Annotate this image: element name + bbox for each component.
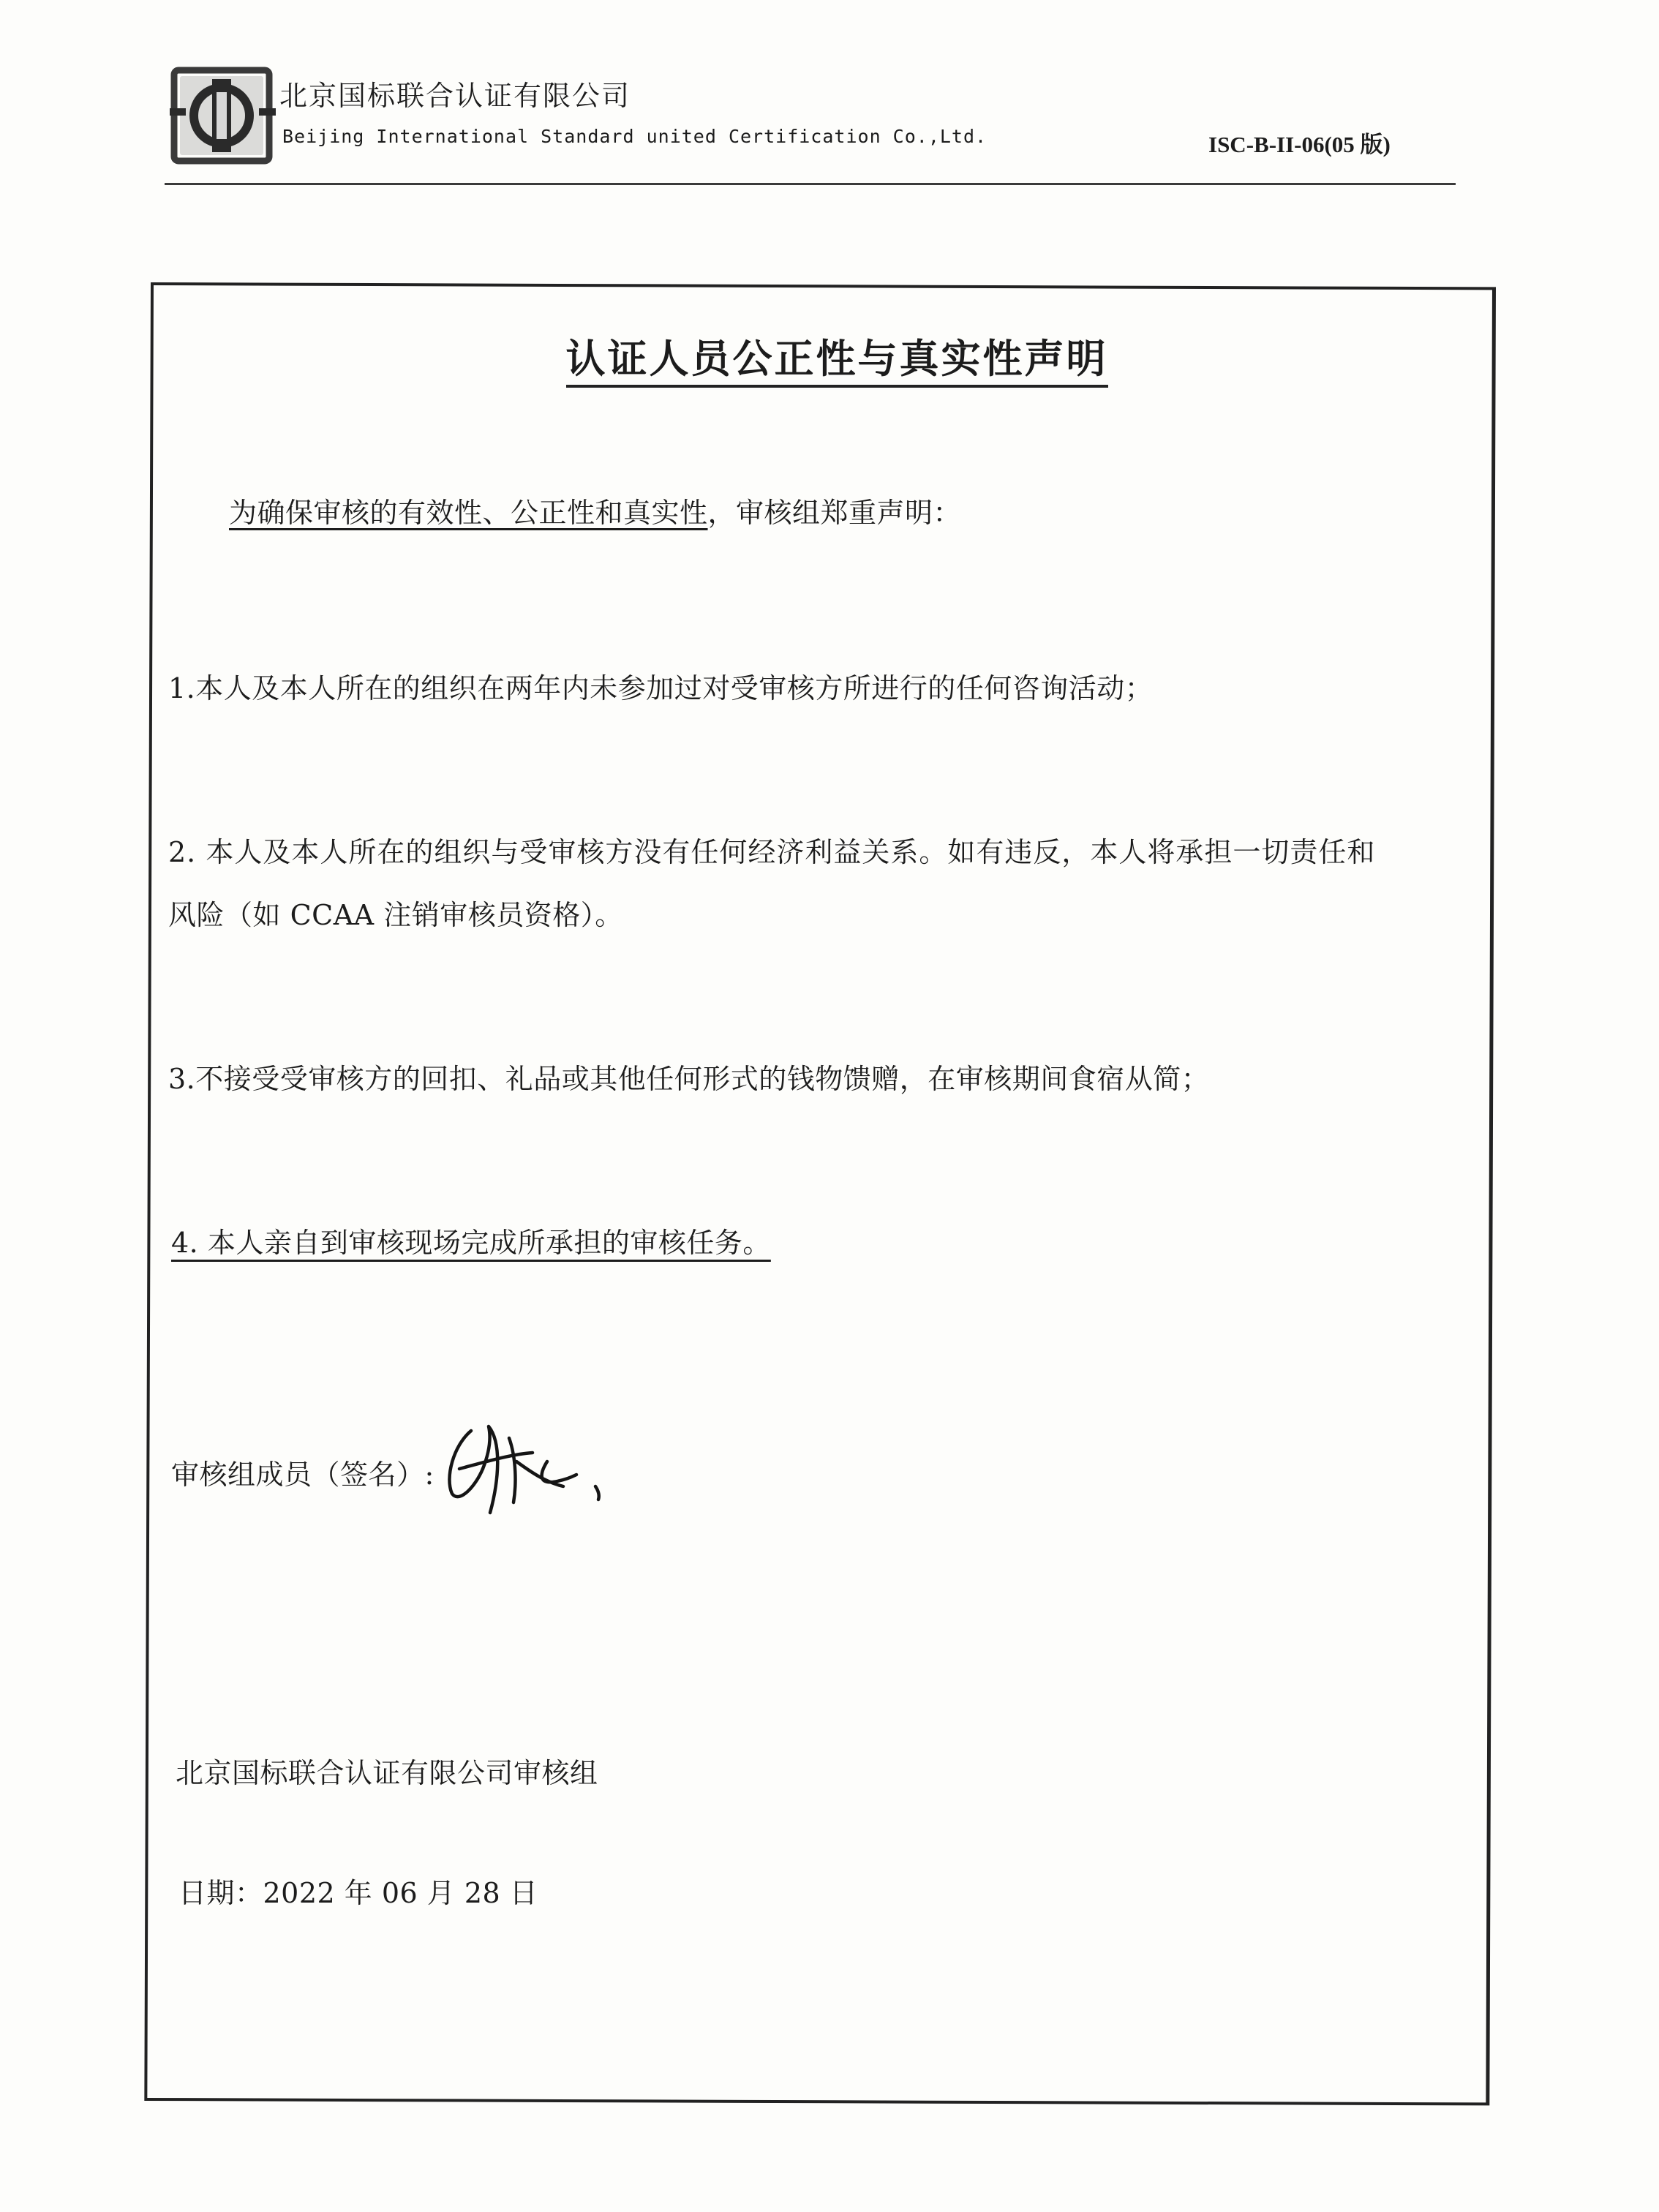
members-signature-label: 审核组成员（签名）: (171, 1459, 434, 1491)
declaration-item-1: 1.本人及本人所在的组织在两年内未参加过对受审核方所进行的任何咨询活动； (168, 672, 1154, 704)
declaration-item-2-line-1: 2. 本人及本人所在的组织与受审核方没有任何经济利益关系。如有违反，本人将承担一切责任和 (168, 836, 1376, 868)
company-name-en: Beijing International Standard united Certification Co.,Ltd. (282, 126, 988, 147)
declaration-item-2-line-2: 风险（如 CCAA 注销审核员资格）。 (168, 899, 623, 931)
declaration-date: 日期：2022 年 06 月 28 日 (178, 1877, 538, 1909)
declaration-item-3: 3.不接受受审核方的回扣、礼品或其他任何形式的钱物馈赠，在审核期间食宿从简； (168, 1063, 1210, 1095)
document-title-text: 认证人员公正性与真实性声明 (566, 336, 1108, 388)
intro-rest-text: ，审核组郑重声明： (707, 497, 962, 529)
document-title (0, 328, 1659, 384)
company-logo (170, 64, 276, 167)
header-divider (165, 183, 1456, 185)
document-code: ISC-B-II-06(05 版) (1208, 132, 1391, 157)
intro-paragraph (229, 490, 961, 530)
declaration-item-4: 4. 本人亲自到审核现场完成所承担的审核任务。 (171, 1227, 771, 1259)
handwritten-signature (437, 1410, 613, 1520)
company-name-cn: 北京国标联合认证有限公司 (279, 80, 631, 112)
intro-underlined-text: 为确保审核的有效性、公正性和真实性 (229, 497, 708, 529)
form-border (144, 282, 1496, 2105)
audit-team-org: 北京国标联合认证有限公司审核组 (176, 1757, 598, 1789)
